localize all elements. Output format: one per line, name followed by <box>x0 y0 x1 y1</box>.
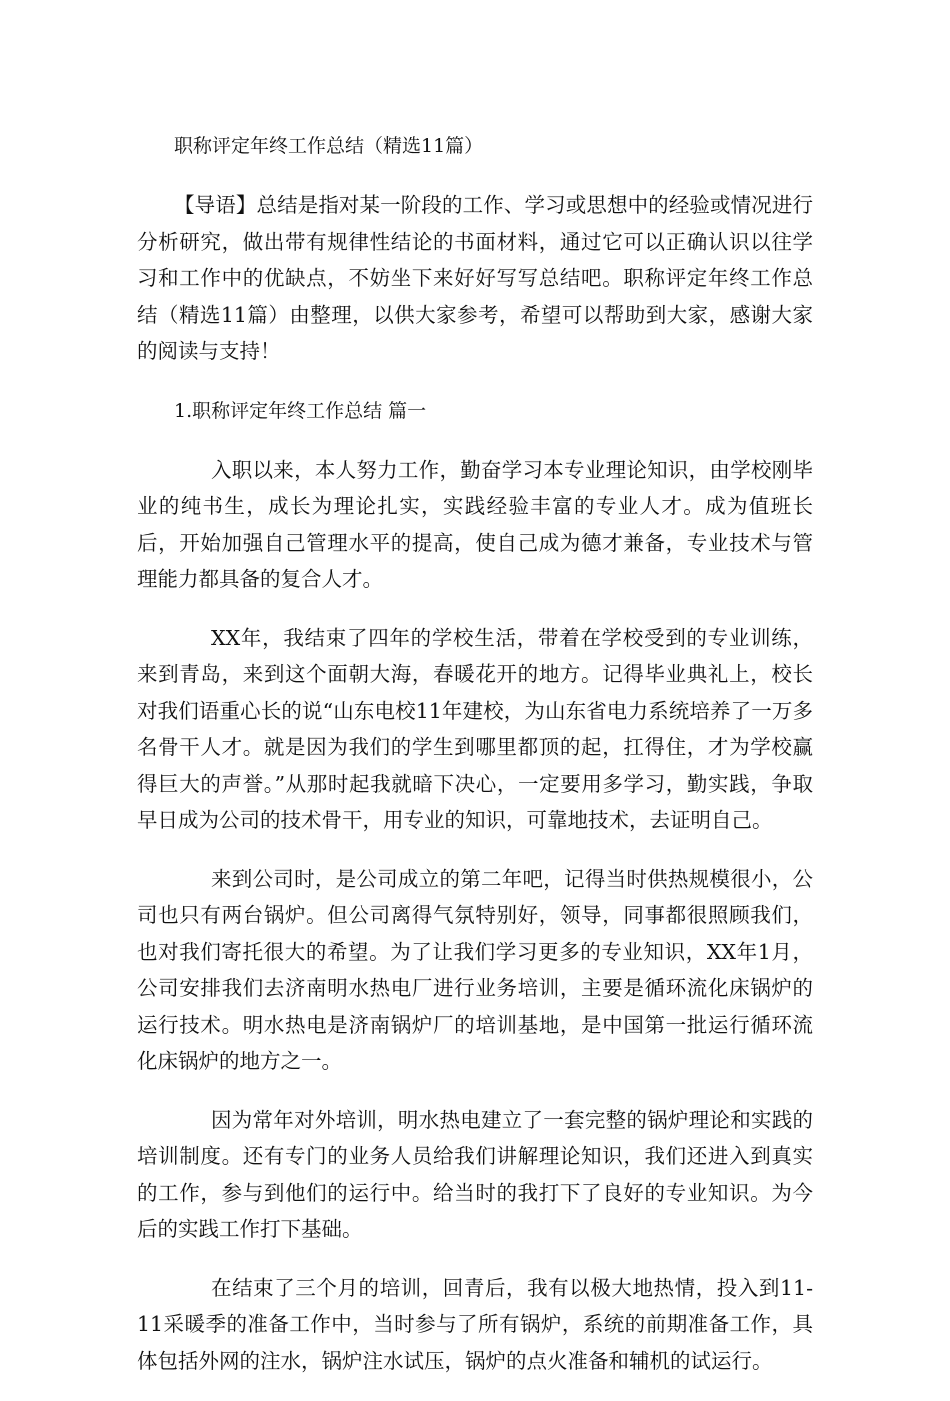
lead-paragraph: 【导语】总结是指对某一阶段的工作、学习或思想中的经验或情况进行分析研究，做出带有规律性结论的书面材料，通过它可以正确认识以往学习和工作中的优缺点，不妨坐下来好好写写总结吧。职称评定年终工作总结（精选11篇）由整理，以供大家参考，希望可以帮助到大家，感谢大家的阅读与支持！ <box>137 193 813 363</box>
body-paragraph-5: 在结束了三个月的培训，回青后，我有以极大地热情，投入到11-11采暖季的准备工作中，当时参与了所有锅炉，系统的前期准备工作，具体包括外网的注水，锅炉注水试压，锅炉的点火准备和辅机的试运行。 <box>137 1275 813 1373</box>
body-paragraph-3: 来到公司时，是公司成立的第二年吧，记得当时供热规模很小，公司也只有两台锅炉。但公司离得气氛特别好，领导，同事都很照顾我们，也对我们寄托很大的希望。为了让我们学习更多的专业知识，XX年1月，公司安排我们去济南明水热电厂进行业务培训，主要是循环流化床锅炉的运行技术。明水热电是济南锅炉厂的培训基地，是中国第一批运行循环流化床锅炉的地方之一。 <box>137 866 813 1073</box>
document-title: 职称评定年终工作总结（精选11篇） <box>174 135 484 157</box>
section-heading: 1.职称评定年终工作总结 篇一 <box>174 399 427 422</box>
body-paragraph-4: 因为常年对外培训，明水热电建立了一套完整的锅炉理论和实践的培训制度。还有专门的业务人员给我们讲解理论知识，我们还进入到真实的工作，参与到他们的运行中。给当时的我打下了良好的专业知识。为今后的实践工作打下基础。 <box>137 1107 813 1241</box>
document-page <box>137 128 813 1401</box>
body-paragraph-1: 入职以来，本人努力工作，勤奋学习本专业理论知识，由学校刚毕业的纯书生，成长为理论扎实，实践经验丰富的专业人才。成为值班长后，开始加强自己管理水平的提高，使自己成为德才兼备，专业技术与管理能力都具备的复合人才。 <box>137 457 813 591</box>
body-paragraph-2: XX年，我结束了四年的学校生活，带着在学校受到的专业训练，来到青岛，来到这个面朝大海，春暖花开的地方。记得毕业典礼上，校长对我们语重心长的说“山东电校11年建校，为山东省电力系统培养了一万多名骨干人才。就是因为我们的学生到哪里都顶的起，扛得住，才为学校赢得巨大的声誉。”从那时起我就暗下决心，一定要用多学习，勤实践，争取早日成为公司的技术骨干，用专业的知识，可靠地技术，去证明自己。 <box>137 625 813 832</box>
